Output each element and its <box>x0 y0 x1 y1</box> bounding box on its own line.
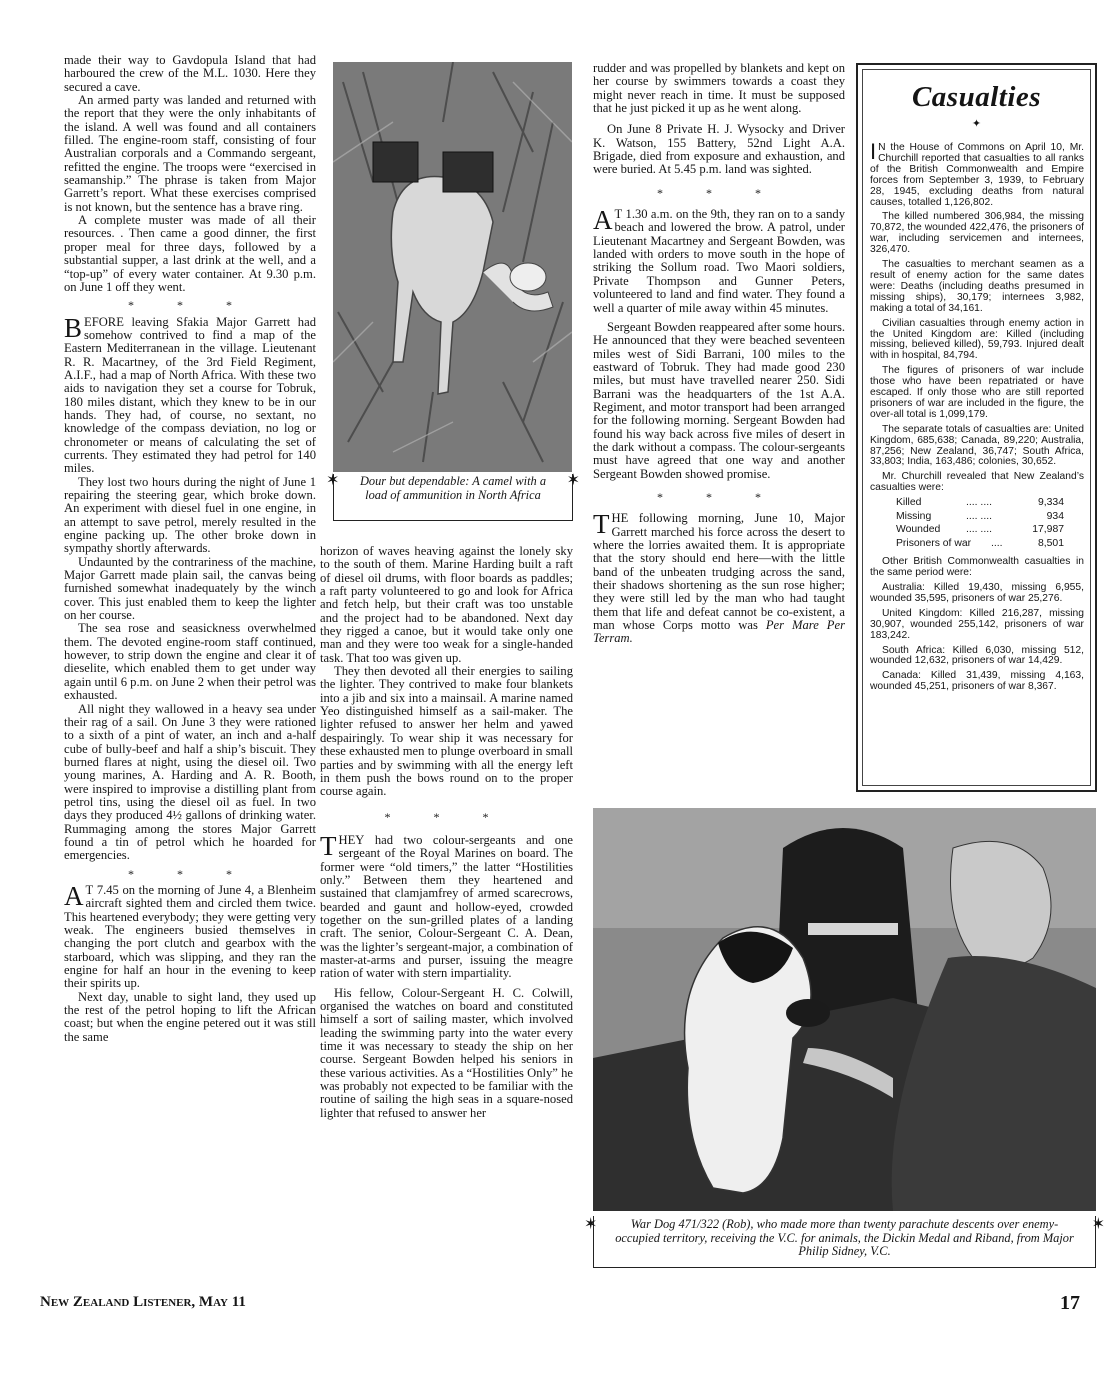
diamond-icon: ✦ <box>971 118 982 130</box>
section-divider: * * * <box>657 185 781 200</box>
paragraph <box>593 205 845 315</box>
paragraph: The sea rose and seasickness overwhelmed them. The devoted engine-room staff continued, however, to strip down the engine and clear it of dieselite, which enabled them to get under way again until 6 p.m. on June 2 when their petrol was exhausted. <box>64 621 316 703</box>
paragraph: Undaunted by the contrariness of the machine, Major Garrett made plain sail, the canvas being furnished somewhat inadequately by the winch cover. This just enabled them to keep the lighter on her course. <box>64 554 316 623</box>
row-value: 17,987 <box>1032 524 1064 536</box>
camel-photo <box>333 62 572 472</box>
paragraph: The separate totals of casualties are: United Kingdom, 685,638; Canada, 89,220; Australia, 87,256; New Zealand, 36,747; South Africa, 33,803; India, 163,486; colonies, 30,652. <box>870 423 1084 468</box>
paragraph <box>870 139 1084 208</box>
paragraph: Canada: Killed 31,439, missing 4,163, wounded 45,251, prisoners of war 8,367. <box>870 670 1084 693</box>
paragraph: Civilian casualties through enemy action in the United Kingdom are: Killed (including missing, believed killed), 59,793. Injured dealt with in hospital, 84,794. <box>870 317 1084 362</box>
article-column-1 <box>64 54 316 1044</box>
paragraph: On June 8 Private H. J. Wysocky and Driver K. Watson, 155 Battery, 52nd Light A.A. Brigade, died from exposure and exhaustion, and were buried. At 5.45 p.m. land was sighted. <box>593 122 845 177</box>
paragraph: Next day, unable to sight land, they used up the rest of the petrol hoping to lift the African coast; but when the engine petered out it was still the same <box>64 989 316 1044</box>
table-row <box>896 525 1084 539</box>
corps-motto: Per Mare Per Terram. <box>593 618 845 646</box>
war-dog-photo <box>593 808 1096 1211</box>
row-leader: .... .... <box>966 510 992 522</box>
camel-illustration <box>333 62 572 472</box>
row-leader: .... .... <box>966 497 992 509</box>
drop-cap: T <box>320 830 337 861</box>
lead-in: EFORE <box>84 314 124 329</box>
section-divider: * * * <box>657 489 781 504</box>
row-label: Killed <box>896 497 922 509</box>
star-icon: ✶ <box>326 472 340 489</box>
drop-cap: A <box>593 205 613 236</box>
paragraph: They lost two hours during the night of June 1 repairing the steering gear, which broke down. An experiment with diesel fuel in one engine, in an attempt to save petrol, merely resulted in the engine packing up. The other broke down in sympathy shortly afterwards. <box>64 474 316 556</box>
paragraph: Mr. Churchill revealed that New Zealand’s casualties were: <box>870 471 1084 494</box>
nz-casualties-table <box>896 498 1084 552</box>
section-divider: * * * <box>128 866 252 881</box>
lead-in: HEY <box>338 832 365 847</box>
lead-in: T <box>614 207 623 222</box>
paragraph: The casualties to merchant seamen as a result of enemy action for the same dates were: Deaths (including deaths presumed in missing ships), 30,179; internees 3,982, making a total of 34,161. <box>870 259 1084 314</box>
paragraph-body: following morning, June 10, Major Garrett marched his force across the desert to where the lorries awaited them. It is appropriate that the story should end here—with the little band of the unbeaten trudging across the sand, their shadows shortening as the sun rose higher; they were still led by the man who had taught them that life and defeat cannot be co-existent, a man whose Corps motto was <box>593 511 845 633</box>
section-divider: * * * <box>384 809 509 824</box>
page-number: 17 <box>1060 1292 1080 1314</box>
drop-cap: B <box>64 312 83 343</box>
drop-cap: T <box>593 509 610 540</box>
paragraph: Other British Commonwealth casualties in the same period were: <box>870 556 1084 579</box>
paragraph: An armed party was landed and returned with the report that they were the only inhabitants of the island. A well was found and all containers filled. The engine-room staff, consisting of four Australian corporals and a Commando sergeant, refitted the engine. The troops were “exercised in seamanship.” The phrase is taken from Major Garrett’s report. What these exercises comprised is not known, but the sentence has a brave ring. <box>64 93 316 214</box>
paragraph-body: had two colour-sergeants and one sergeant of the Royal Marines on board. The former were “old timers,” the latter “Hostilities only.” Between them they heartened and sustained that clamjamfrey of armed scarecrows, bearded and gaunt and hollow-eyed, crowded together on the sun-grilled plates of a landing craft. The senior, Colour-Sergeant C. A. Dean, was the lighter’s sergeant-major, a combination of master-at-arms and purser, issuing the meagre ration of water with stern impartiality. <box>320 832 573 981</box>
lead-in: HE <box>611 511 629 526</box>
row-value: 8,501 <box>1037 537 1064 549</box>
star-icon: ✶ <box>566 472 580 489</box>
casualties-box <box>856 63 1097 792</box>
war-dog-photo-caption <box>584 1216 1105 1268</box>
casualties-text <box>870 139 1084 697</box>
row-leader: .... .... <box>966 524 992 536</box>
table-row <box>896 498 1084 512</box>
paragraph <box>320 830 573 981</box>
row-value: 934 <box>1046 510 1064 522</box>
table-row <box>896 512 1084 526</box>
paragraph-body: 1.30 a.m. on the 9th, they ran on to a sandy beach and lowered the brow. A patrol, under Lieutenant Macartney and Sergeant Bowden, was landed with orders to move south in the hope of striking the Sollum road. Two Maori soldiers, Private Thompson and Gunner Peters, volunteered to land and find water. They found a well a quarter of mile away within 45 minutes. <box>593 207 845 315</box>
row-label: Prisoners of war <box>896 537 972 549</box>
paragraph: United Kingdom: Killed 216,287, missing 30,907, wounded 255,142, prisoners of war 183,242. <box>870 607 1084 641</box>
row-label: Wounded <box>896 524 941 536</box>
paragraph <box>593 509 845 646</box>
table-row <box>896 539 1084 553</box>
paragraph: The killed numbered 306,984, the missing 70,872, the wounded 422,476, the prisoners of war, including servicemen and internees, 326,470. <box>870 211 1084 256</box>
drop-cap: A <box>64 880 84 911</box>
paragraph: All night they wallowed in a heavy sea under their rag of a sail. On June 3 they were rationed to a sixth of a pint of water, an inch and a-half cube of bully-beef and half a ship’s biscuit. They burned flares at night, using the diesel oil. Two young marines, A. Harding and A. R. Booth, were inspired to improvise a distilling plant from petrol tins, using the diesel oil as fuel. In two days they produced 4½ gallons of drinking water. Rummaging among the stores Major Garrett found a tin of petrol which he hoarded for emergencies. <box>64 701 316 863</box>
paragraph <box>64 880 316 991</box>
paragraph: horizon of waves heaving against the lonely sky to the south of them. Marine Harding built a raft of diesel oil drums, with floor boards as paddles; a raft party volunteered to go and look for Africa and fetch help, but their craft was too unstable and the project had to be abandoned. Next day they rigged a canoe, but it would take only one man and they were too weak for a single-handed task. That too was given up. <box>320 544 573 665</box>
paragraph: His fellow, Colour-Sergeant H. C. Colwill, organised the watches on board and constituted himself a sort of sailing master, which involved leading the swimming party into the water every time it was necessary to steady the ship on her course. Sergeant Bowden helped his seniors in these various activities. As a “Hostilities Only” he was probably not expected to be familiar with the routine of sailing the high seas in a square-nosed lighter that refused to answer her <box>320 985 573 1120</box>
paragraph: A complete muster was made of all their resources. . Then came a good dinner, the first proper meal for three days, followed by a substantial supper, a last drink at the well, and a “top-up” of every water container. At 9.30 p.m. on June 1 off they went. <box>64 213 316 294</box>
paragraph: They then devoted all their energies to sailing the lighter. They contrived to make four blankets into a jib and six into a mainsail. A marine named Yeo distinguished himself as a sail-maker. The lighter refused to answer her helm and yawed despairingly. To wear ship it was necessary for these exhausted men to plunge overboard in small parties and by swimming with all the energy left in them push the bows round on to the proper course again. <box>320 664 573 799</box>
section-divider: * * * <box>128 298 252 313</box>
paragraph: rudder and was propelled by blankets and kept on her course by swimmers towards a coast they might never reach in time. It must be supposed that he just picked it up as he went along. <box>593 61 845 116</box>
star-icon: ✶ <box>1091 1216 1105 1233</box>
paragraph-body: leaving Sfakia Major Garrett had somehow contrived to find a map of the Eastern Mediterranean in the village. Lieutenant R. R. Macartney, of the 3rd Field Regiment, A.I.F., had a map of North Africa. With these two aids to navigation they set a course for Tobruk, 180 miles distant, which they knew to be in our hands. They had, of course, no sextant, no knowledge of the compass deviation, no log or chronometer or means of calculating the set of currents. They estimated they had petrol for 140 miles. <box>64 314 316 476</box>
article-column-3 <box>593 62 845 646</box>
row-leader: .... <box>991 537 1003 549</box>
article-column-2 <box>320 545 573 1120</box>
row-value: 9,334 <box>1037 497 1064 509</box>
paragraph <box>64 312 316 476</box>
paragraph: The figures of prisoners of war include those who have been repatriated or have escaped. If only those who are still reported prisoners of war are included in the figure, the over-all total is 1,099,179. <box>870 365 1084 420</box>
camel-photo-caption <box>326 472 580 521</box>
drop-cap: I <box>870 139 877 164</box>
paragraph: South Africa: Killed 6,030, missing 512, wounded 12,632, prisoners of war 14,429. <box>870 644 1084 667</box>
paragraph-body: N the House of Commons on April 10, Mr. Churchill reported that casualties to all ranks of the British Commonwealth and Empire forces from September 3, 1939, to February 28, 1945, excluding deaths from natural causes, totalled 1,126,802. <box>870 142 1084 208</box>
caption-text: Dour but dependable: A camel with a load of ammunition in North Africa <box>359 474 547 502</box>
paragraph: made their way to Gavdopula Island that had harboured the crew of the M.L. 1030. Here they secured a cave. <box>64 53 316 94</box>
casualties-title: Casualties <box>911 81 1042 113</box>
row-label: Missing <box>896 510 932 522</box>
paragraph: Sergeant Bowden reappeared after some hours. He announced that they were beached seventeen miles west of Sidi Barrani, 100 miles to the eastward of Tobruk. They had made good 230 miles, but must have travelled nearer 250. Sidi Barrani was the headquarters of the 1st A.A. Regiment, and motor transport had been arranged for the following morning. Sergeant Bowden had found his way back across five miles of desert in the dark without a compass. The colour-sergeants must have agreed that one way and another Sergeant Bowden showed promise. <box>593 319 845 481</box>
war-dog-illustration <box>593 808 1096 1211</box>
star-icon: ✶ <box>584 1216 598 1233</box>
publication-footer: New Zealand Listener, May 11 <box>40 1294 246 1310</box>
paragraph: Australia: Killed 19,430, missing 6,955, wounded 35,595, prisoners of war 25,276. <box>870 582 1084 604</box>
paragraph-body: 7.45 on the morning of June 4, a Blenheim aircraft sighted them and circled them twice. This heartened everybody; they were getting very weak. The engineers busied themselves in changing the port clutch and gearbox with the starboard, which was slipping, and they ran the engine for half an hour in the evening to keep their spirits up. <box>64 882 316 991</box>
lead-in: T <box>85 882 94 897</box>
caption-text: War Dog 471/322 (Rob), who made more than twenty parachute descents over enemy-occupied territory, receiving the V.C. for animals, the Dickin Medal and Riband, from Major Philip Sidney, V.C. <box>615 1217 1074 1258</box>
